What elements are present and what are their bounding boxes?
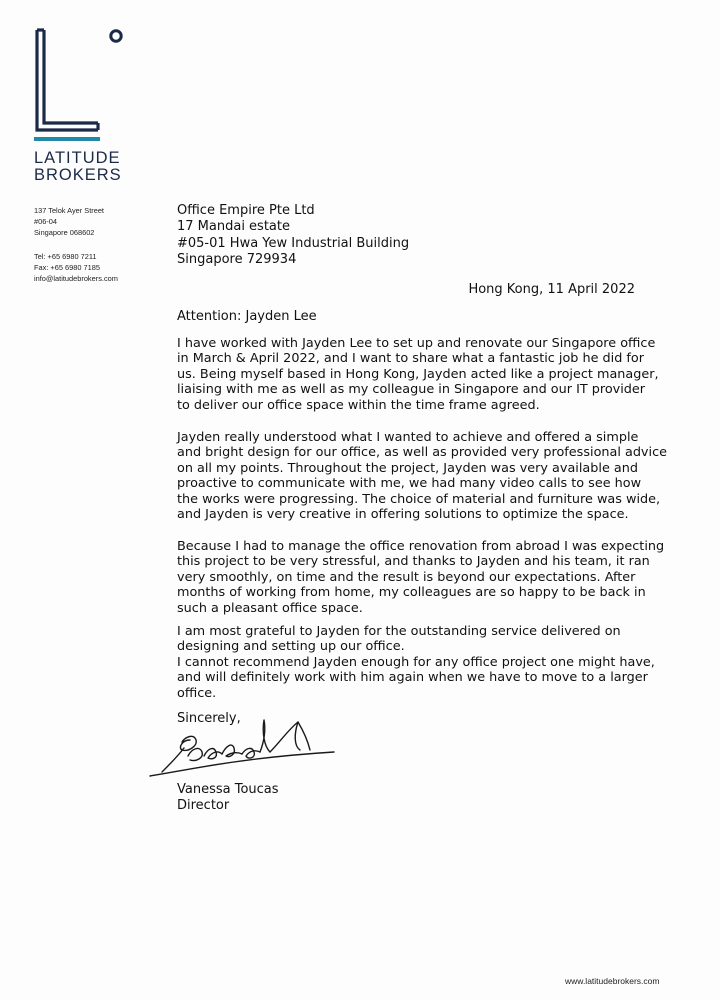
footer-website[interactable]: www.latitudebrokers.com: [565, 976, 660, 986]
paragraph-line: and Jayden is very creative in offering solutions to optimize the space.: [177, 507, 629, 523]
paragraph-line: months of working from home, my colleagues are so happy to be back in: [177, 585, 646, 601]
recipient-company: Office Empire Pte Ltd: [177, 203, 315, 218]
paragraph-line: on all my points. Throughout the project, Jayden was very available and: [177, 460, 638, 476]
paragraph-3: [177, 539, 664, 616]
paragraph-2: [177, 430, 667, 522]
closing-salutation: Sincerely,: [177, 711, 241, 726]
paragraph-line: proactive to communicate with me, we had many video calls to see how: [177, 476, 642, 492]
sender-address-line3: Singapore 068602: [34, 228, 95, 237]
paragraph-line: this project to be very stressful, and thanks to Jayden and his team, it ran: [177, 554, 650, 570]
handwritten-signature: [148, 712, 338, 788]
paragraph-line: I have worked with Jayden Lee to set up and renovate our Singapore office: [177, 336, 656, 351]
paragraph-line: to deliver our office space within the time frame agreed.: [177, 397, 540, 413]
paragraph-line: us. Being myself based in Hong Kong, Jayden acted like a project manager,: [177, 366, 659, 382]
sender-address-line1: 137 Telok Ayer Street: [34, 206, 104, 215]
attention-line: Attention: Jayden Lee: [177, 309, 317, 324]
sender-fax: Fax: +65 6980 7185: [34, 263, 100, 272]
paragraph-line: in March & April 2022, and I want to share what a fantastic job he did for: [177, 351, 644, 367]
paragraph-line: Because I had to manage the office renovation from abroad I was expecting: [177, 539, 665, 554]
signatory-title: Director: [177, 798, 230, 813]
paragraph-line: designing and setting up our office.: [177, 639, 405, 655]
dateline: Hong Kong, 11 April 2022: [468, 282, 635, 297]
sender-tel: Tel: +65 6980 7211: [34, 252, 97, 261]
signature-scribble-icon: [148, 712, 338, 788]
paragraph-4: [177, 624, 655, 701]
recipient-address: [177, 203, 409, 268]
brand-name-line2: BROKERS: [34, 166, 122, 184]
paragraph-line: and bright design for our office, as well as provided very professional advice: [177, 445, 667, 461]
recipient-city: Singapore 729934: [177, 251, 297, 267]
paragraph-line: liaising with me as well as my colleague in Singapore and our IT provider: [177, 382, 646, 398]
paragraph-line: such a pleasant office space.: [177, 600, 363, 616]
paragraph-line: very smoothly, on time and the result is beyond our expectations. After: [177, 569, 636, 585]
paragraph-line: I am most grateful to Jayden for the outstanding service delivered on: [177, 624, 621, 639]
paragraph-line: office.: [177, 685, 217, 701]
paragraph-line: and will definitely work with him again when we have to move to a larger: [177, 670, 648, 686]
signatory-name: Vanessa Toucas: [177, 782, 279, 797]
paragraph-line: I cannot recommend Jayden enough for any office project one might have,: [177, 654, 655, 670]
paragraph-1: [177, 336, 659, 413]
sender-email: info@latitudebrokers.com: [34, 274, 118, 283]
brand-name-line1: LATITUDE: [34, 149, 121, 167]
paragraph-line: the works were progressing. The choice of material and furniture was wide,: [177, 491, 661, 507]
recipient-street: 17 Mandai estate: [177, 219, 290, 235]
logo-mark-icon: [34, 24, 134, 149]
recipient-building: #05-01 Hwa Yew Industrial Building: [177, 235, 410, 251]
sender-address-line2: #06-04: [34, 217, 58, 226]
paragraph-line: Jayden really understood what I wanted to achieve and offered a simple: [177, 430, 639, 445]
